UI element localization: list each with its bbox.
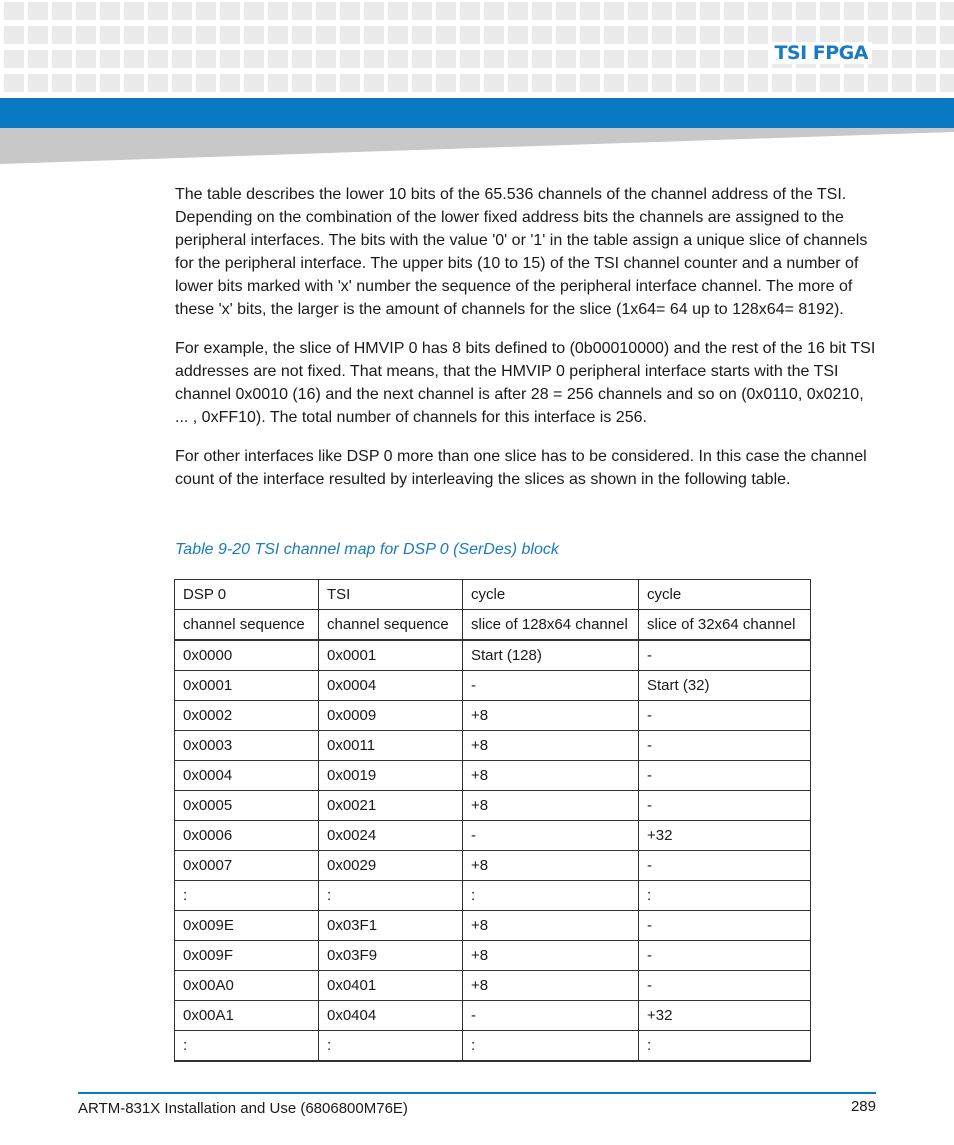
footer-document-title: ARTM-831X Installation and Use (6806800M76E) bbox=[78, 1100, 408, 1117]
table-header-cell: cycle bbox=[639, 580, 811, 610]
body-text bbox=[175, 183, 877, 507]
table-cell: 0x03F9 bbox=[319, 941, 463, 971]
table-cell: Start (128) bbox=[463, 640, 639, 671]
header-band bbox=[0, 98, 954, 128]
table-cell: 0x009F bbox=[175, 941, 319, 971]
table-cell: +8 bbox=[463, 701, 639, 731]
table-row bbox=[175, 971, 811, 1001]
page-number: 289 bbox=[850, 1098, 876, 1115]
table-cell: : bbox=[175, 1031, 319, 1062]
table-cell: 0x00A1 bbox=[175, 1001, 319, 1031]
table-cell: 0x0006 bbox=[175, 821, 319, 851]
table-cell: : bbox=[319, 1031, 463, 1062]
table-cell: 0x0002 bbox=[175, 701, 319, 731]
table-header-row bbox=[175, 580, 811, 610]
table-header-row bbox=[175, 610, 811, 641]
tsi-channel-map-table bbox=[174, 579, 811, 1062]
table-row bbox=[175, 881, 811, 911]
table-cell: - bbox=[639, 851, 811, 881]
table-header-cell: slice of 128x64 channel bbox=[463, 610, 639, 641]
table-header-cell: channel sequence bbox=[319, 610, 463, 641]
table-cell: - bbox=[463, 821, 639, 851]
table-row bbox=[175, 731, 811, 761]
table-cell: 0x0404 bbox=[319, 1001, 463, 1031]
paragraph: For other interfaces like DSP 0 more than one slice has to be considered. In this case the channel count of the interface resulted by interleaving the slices as shown in the following table. bbox=[175, 448, 867, 488]
table-cell: 0x0000 bbox=[175, 640, 319, 671]
table-row bbox=[175, 851, 811, 881]
table-row bbox=[175, 640, 811, 671]
table-cell: - bbox=[463, 1001, 639, 1031]
table-cell: - bbox=[463, 671, 639, 701]
table-cell: 0x0005 bbox=[175, 791, 319, 821]
table-cell: 0x0007 bbox=[175, 851, 319, 881]
table-cell: - bbox=[639, 701, 811, 731]
table-row bbox=[175, 761, 811, 791]
paragraph: For example, the slice of HMVIP 0 has 8 bits defined to (0b00010000) and the rest of the 16 bit TSI addresses are not fixed. That means, that the HMVIP 0 peripheral interface starts with the TSI channel 0x0010 (16) and the next channel is after 28 = 256 channels and so on (0x0110, 0x0210, ... , 0xFF10). The total number of channels for this interface is 256. bbox=[175, 340, 876, 426]
table-cell: 0x0024 bbox=[319, 821, 463, 851]
table-cell: +8 bbox=[463, 851, 639, 881]
table-cell: Start (32) bbox=[639, 671, 811, 701]
table-cell: +8 bbox=[463, 971, 639, 1001]
table-header-cell: TSI bbox=[319, 580, 463, 610]
table-cell: 0x03F1 bbox=[319, 911, 463, 941]
table-cell: +8 bbox=[463, 791, 639, 821]
table-cell: 0x00A0 bbox=[175, 971, 319, 1001]
table-cell: 0x0004 bbox=[319, 671, 463, 701]
table-cell: - bbox=[639, 791, 811, 821]
chapter-title: TSI FPGA bbox=[770, 42, 872, 64]
table-cell: 0x0001 bbox=[319, 640, 463, 671]
table-cell: 0x0021 bbox=[319, 791, 463, 821]
table-row bbox=[175, 911, 811, 941]
table-header-cell: cycle bbox=[463, 580, 639, 610]
paragraph: The table describes the lower 10 bits of the 65.536 channels of the channel address of the TSI. Depending on the combination of the lower fixed address bits the channels are assigned to the peripheral interfaces. The bits with the value '0' or '1' in the table assign a unique slice of channels for the peripheral interface. The upper bits (10 to 15) of the TSI channel counter and a number of lower bits marked with 'x' number the sequence of the peripheral interface channel. The more of these 'x' bits, the larger is the amount of channels for the slice (1x64= 64 up to 128x64= 8192). bbox=[175, 186, 868, 318]
table-cell: 0x0019 bbox=[319, 761, 463, 791]
table-cell: - bbox=[639, 971, 811, 1001]
table-row bbox=[175, 821, 811, 851]
table-cell: +32 bbox=[639, 821, 811, 851]
table-cell: +8 bbox=[463, 911, 639, 941]
table-row bbox=[175, 1031, 811, 1062]
table-cell: - bbox=[639, 911, 811, 941]
table-cell: : bbox=[319, 881, 463, 911]
table-cell: : bbox=[463, 1031, 639, 1062]
table-row bbox=[175, 941, 811, 971]
table-cell: 0x0001 bbox=[175, 671, 319, 701]
table-cell: 0x0004 bbox=[175, 761, 319, 791]
table-cell: 0x0003 bbox=[175, 731, 319, 761]
table-cell: 0x0011 bbox=[319, 731, 463, 761]
table-header-cell: DSP 0 bbox=[175, 580, 319, 610]
table-cell: +32 bbox=[639, 1001, 811, 1031]
table-cell: 0x0401 bbox=[319, 971, 463, 1001]
table-cell: 0x009E bbox=[175, 911, 319, 941]
table-cell: : bbox=[639, 1031, 811, 1062]
table-cell: - bbox=[639, 941, 811, 971]
table-cell: +8 bbox=[463, 761, 639, 791]
table-cell: : bbox=[175, 881, 319, 911]
table-caption: Table 9-20 TSI channel map for DSP 0 (SerDes) block bbox=[175, 541, 559, 558]
table-header-cell: channel sequence bbox=[175, 610, 319, 641]
header-swoosh bbox=[0, 128, 954, 164]
table-row bbox=[175, 1001, 811, 1031]
table-cell: - bbox=[639, 731, 811, 761]
table-row bbox=[175, 671, 811, 701]
table-row bbox=[175, 791, 811, 821]
table-header-cell: slice of 32x64 channel bbox=[639, 610, 811, 641]
table-cell: - bbox=[639, 640, 811, 671]
table-cell: - bbox=[639, 761, 811, 791]
table-cell: 0x0009 bbox=[319, 701, 463, 731]
table-cell: : bbox=[639, 881, 811, 911]
footer-rule bbox=[78, 1092, 876, 1094]
table-cell: +8 bbox=[463, 731, 639, 761]
table-row bbox=[175, 701, 811, 731]
table-cell: 0x0029 bbox=[319, 851, 463, 881]
table-cell: +8 bbox=[463, 941, 639, 971]
table-cell: : bbox=[463, 881, 639, 911]
